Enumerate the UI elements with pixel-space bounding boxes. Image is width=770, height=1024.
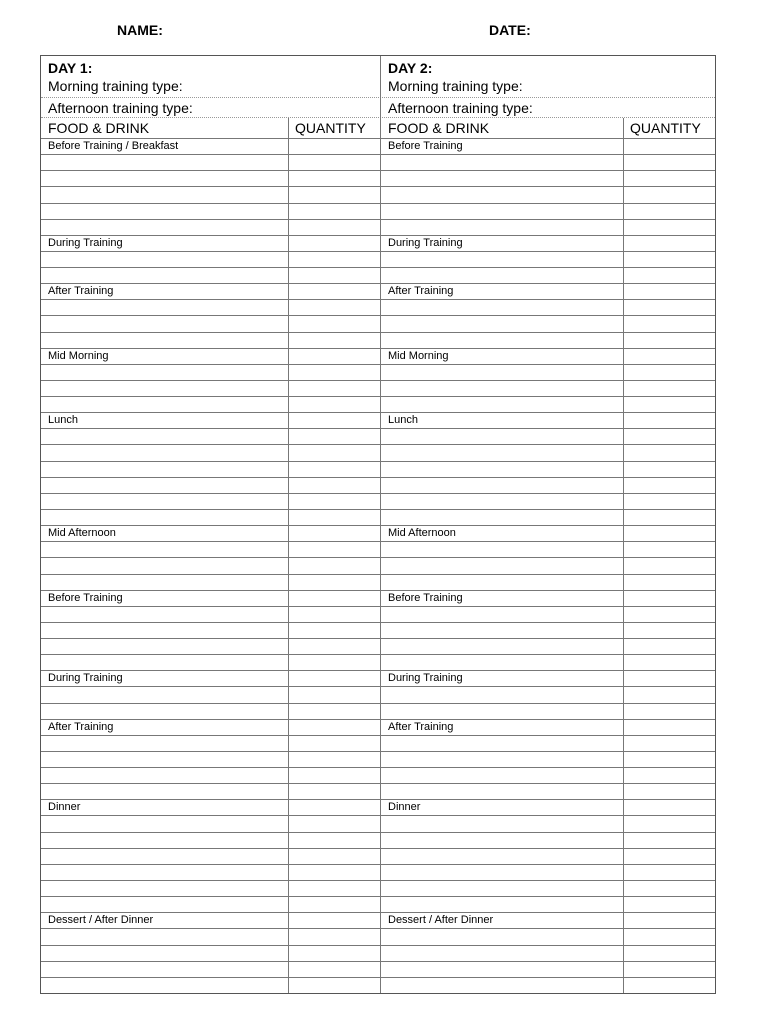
day2-afternoon-training-label: Afternoon training type:: [388, 100, 533, 116]
table-row-line: [41, 348, 715, 349]
day2-section-label: Mid Morning: [388, 349, 449, 362]
day1-section-label: Lunch: [48, 414, 78, 427]
table-row-line: [41, 477, 715, 478]
table-row-line: [41, 412, 715, 413]
day2-morning-training-label: Morning training type:: [388, 78, 523, 94]
table-row-line: [41, 686, 715, 687]
table-row-line: [41, 525, 715, 526]
day1-section-label: During Training: [48, 672, 123, 685]
table-row-line: [41, 719, 715, 720]
name-label: NAME:: [117, 22, 163, 38]
date-label: DATE:: [489, 22, 531, 38]
day2-section-label: During Training: [388, 236, 463, 249]
table-row-line: [41, 299, 715, 300]
table-row-line: [41, 638, 715, 639]
day1-afternoon-training-label: Afternoon training type:: [48, 100, 193, 116]
table-row-line: [41, 219, 715, 220]
table-row-line: [41, 945, 715, 946]
table-row-line: [41, 541, 715, 542]
table-row-line: [41, 251, 715, 252]
table-row-line: [41, 848, 715, 849]
table-row-line: [41, 557, 715, 558]
table-row-line: [41, 783, 715, 784]
table-row-line: [41, 170, 715, 171]
day1-morning-training-label: Morning training type:: [48, 78, 183, 94]
day2-quantity-divider: [623, 118, 624, 993]
table-row-line: [41, 654, 715, 655]
table-row-line: [41, 380, 715, 381]
table-row-line: [41, 235, 715, 236]
table-row-line: [41, 735, 715, 736]
table-row-line: [41, 977, 715, 978]
table-row-line: [41, 428, 715, 429]
day1-label: DAY 1:: [48, 60, 93, 76]
day2-label: DAY 2:: [388, 60, 433, 76]
day2-section-label: Dessert / After Dinner: [388, 914, 494, 927]
day1-quantity-divider: [288, 118, 289, 993]
day1-section-label: Before Training: [48, 591, 123, 604]
day1-section-label: After Training: [48, 720, 114, 733]
day2-section-label: Before Training: [388, 140, 463, 152]
table-row-line: [41, 283, 715, 284]
day2-section-label: Lunch: [388, 414, 418, 427]
morning-training-line: [41, 97, 715, 98]
table-row-line: [41, 509, 715, 510]
table-row-line: [41, 364, 715, 365]
table-row-line: [41, 912, 715, 913]
table-row-line: [41, 799, 715, 800]
day1-section-label: After Training: [48, 285, 114, 298]
afternoon-training-line: [41, 117, 715, 118]
table-row-line: [41, 396, 715, 397]
table-row-line: [41, 896, 715, 897]
day2-section-label: Dinner: [388, 801, 421, 814]
day2-section-label: After Training: [388, 285, 454, 298]
table-row-line: [41, 315, 715, 316]
table-row-line: [41, 961, 715, 962]
table-row-line: [41, 767, 715, 768]
table-row-line: [41, 267, 715, 268]
table-row-line: [41, 493, 715, 494]
day2-section-label: After Training: [388, 720, 454, 733]
table-row-line: [41, 203, 715, 204]
day1-section-label: Before Training / Breakfast: [48, 140, 179, 152]
day2-section-label: Before Training: [388, 591, 463, 604]
day1-section-label: Dessert / After Dinner: [48, 914, 154, 927]
day1-quantity-header: QUANTITY: [295, 120, 366, 136]
table-row-line: [41, 444, 715, 445]
table-row-line: [41, 154, 715, 155]
table-row-line: [41, 461, 715, 462]
day1-food-drink-header: FOOD & DRINK: [48, 120, 150, 136]
day1-section-label: Mid Morning: [48, 349, 109, 362]
table-row-line: [41, 186, 715, 187]
day1-section-label: During Training: [48, 236, 123, 249]
table-row-line: [41, 606, 715, 607]
day2-quantity-header: QUANTITY: [630, 120, 701, 136]
table-row-line: [41, 332, 715, 333]
table-row-line: [41, 928, 715, 929]
column-header-divider: [41, 138, 715, 139]
table-row-line: [41, 832, 715, 833]
table-row-line: [41, 703, 715, 704]
day1-section-label: Mid Afternoon: [48, 527, 116, 540]
food-diary-table: [40, 55, 716, 994]
table-row-line: [41, 574, 715, 575]
day1-section-label: Dinner: [48, 801, 81, 814]
day2-food-drink-header: FOOD & DRINK: [388, 120, 490, 136]
table-row-line: [41, 864, 715, 865]
table-row-line: [41, 815, 715, 816]
table-row-line: [41, 751, 715, 752]
table-row-line: [41, 590, 715, 591]
table-row-line: [41, 880, 715, 881]
day2-section-label: During Training: [388, 672, 463, 685]
table-row-line: [41, 622, 715, 623]
table-row-line: [41, 670, 715, 671]
day2-section-label: Mid Afternoon: [388, 527, 456, 540]
